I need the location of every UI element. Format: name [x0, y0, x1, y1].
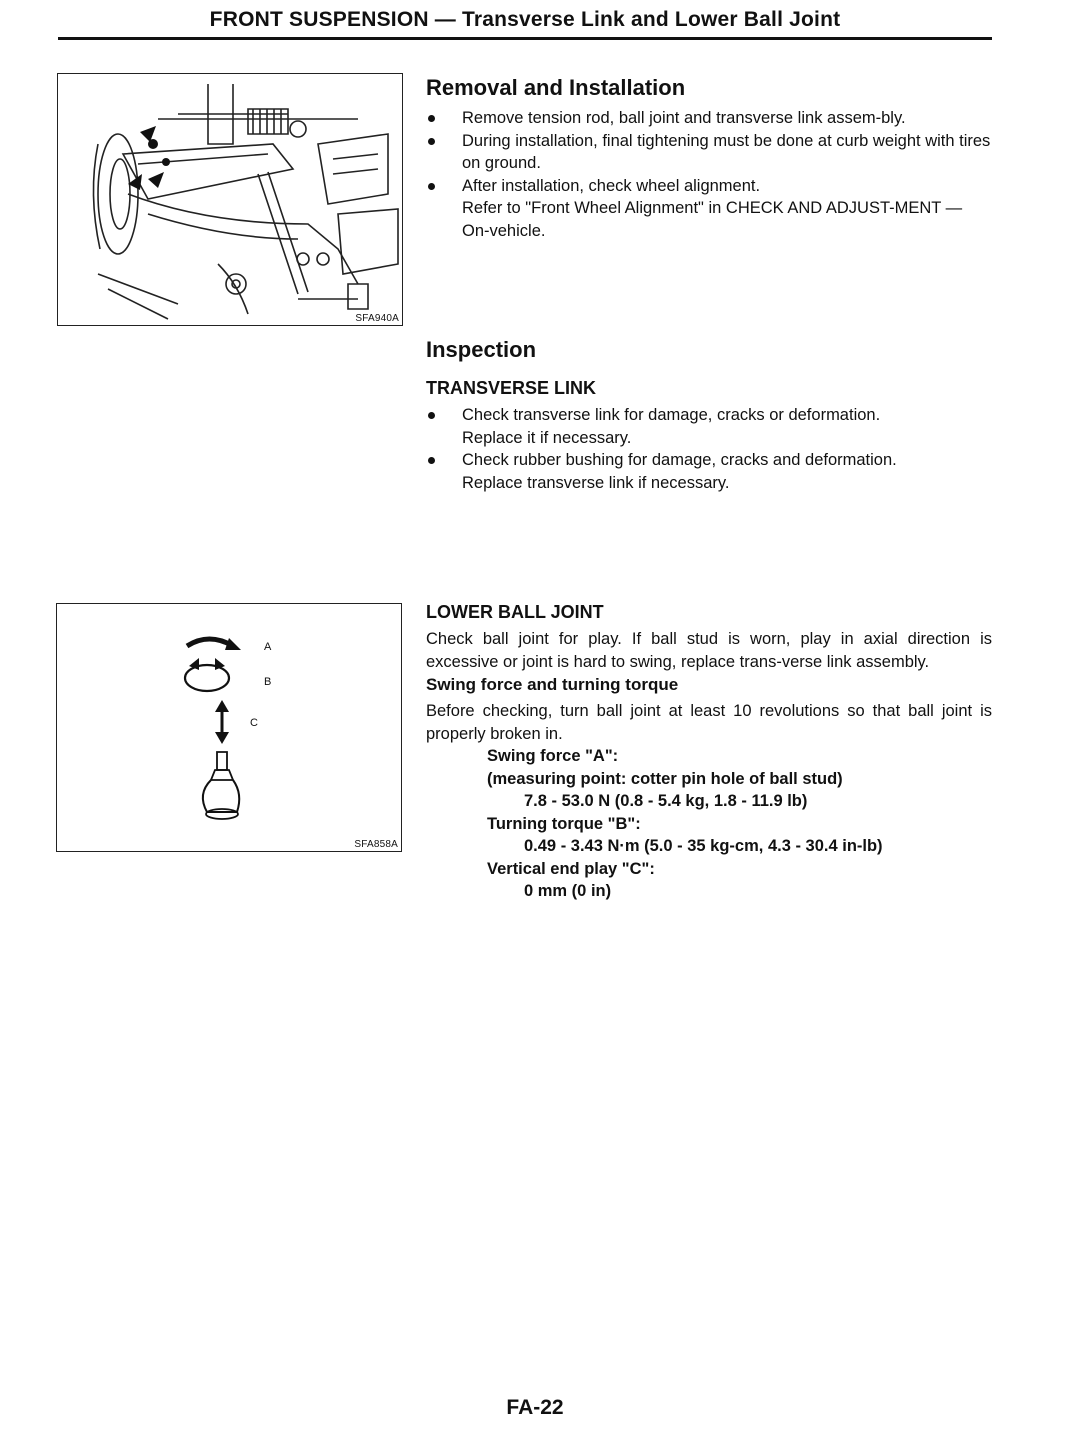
figure-suspension [57, 73, 403, 326]
removal-heading: Removal and Installation [426, 75, 686, 100]
list-item: During installation, final tightening must be done at curb weight with tires on ground. [426, 130, 992, 175]
list-item-note: Replace transverse link if necessary. [462, 473, 730, 492]
list-item: Remove tension rod, ball joint and transverse link assem-bly. [426, 107, 992, 130]
header-rule [58, 37, 992, 40]
transverse-link-heading: TRANSVERSE LINK [426, 378, 597, 398]
swing-torque-heading: Swing force and turning torque [426, 675, 679, 694]
suspension-illustration [58, 74, 402, 325]
list-item [426, 449, 992, 494]
inspection-heading: Inspection [426, 337, 537, 362]
lower-ball-joint-section [426, 600, 992, 903]
swing-measuring-point: (measuring point: cotter pin hole of ball stud) [487, 769, 843, 788]
lower-ball-joint-heading: LOWER BALL JOINT [426, 602, 604, 622]
end-play-label: Vertical end play "C": [487, 859, 655, 878]
turning-torque-label: Turning torque "B": [487, 814, 641, 833]
inspection-section [426, 336, 992, 494]
end-play-value: 0 mm (0 in) [524, 882, 612, 900]
break-in-text: Before checking, turn ball joint at least 10 revolutions so that ball joint is properly broken in. [426, 702, 992, 743]
label-b: B [264, 676, 272, 688]
alignment-note: Refer to "Front Wheel Alignment" in CHECK AND ADJUST-MENT — On-vehicle. [462, 199, 963, 240]
page-number: FA-22 [506, 1396, 564, 1419]
list-item-text: Check rubber bushing for damage, cracks and deformation. [462, 451, 897, 469]
label-c: C [250, 717, 258, 729]
turning-torque-value: 0.49 - 3.43 N·m (5.0 - 35 kg-cm, 4.3 - 30.4 in-lb) [524, 837, 883, 855]
figure-code: SFA940A [355, 313, 399, 324]
ball-joint-text: Check ball joint for play. If ball stud is worn, play in axial direction is excessive or joint is hard to swing, replace trans-verse link assembly. [426, 630, 992, 671]
list-item [426, 404, 992, 449]
figure-ball-joint [56, 603, 402, 852]
ball-joint-illustration [57, 604, 401, 851]
swing-force-value: 7.8 - 53.0 N (0.8 - 5.4 kg, 1.8 - 11.9 lb) [524, 792, 808, 810]
removal-section [426, 74, 992, 242]
list-item-text: Check transverse link for damage, cracks or deformation. [462, 406, 881, 424]
list-item-note: Replace it if necessary. [462, 428, 632, 447]
removal-list [426, 107, 992, 197]
list-item: After installation, check wheel alignment. [426, 175, 992, 198]
label-a: A [264, 641, 272, 653]
swing-force-label: Swing force "A": [487, 747, 619, 765]
transverse-link-list [426, 404, 992, 494]
figure-code: SFA858A [354, 839, 398, 850]
page-header-title: FRONT SUSPENSION — Transverse Link and Lower Ball Joint [209, 8, 841, 31]
